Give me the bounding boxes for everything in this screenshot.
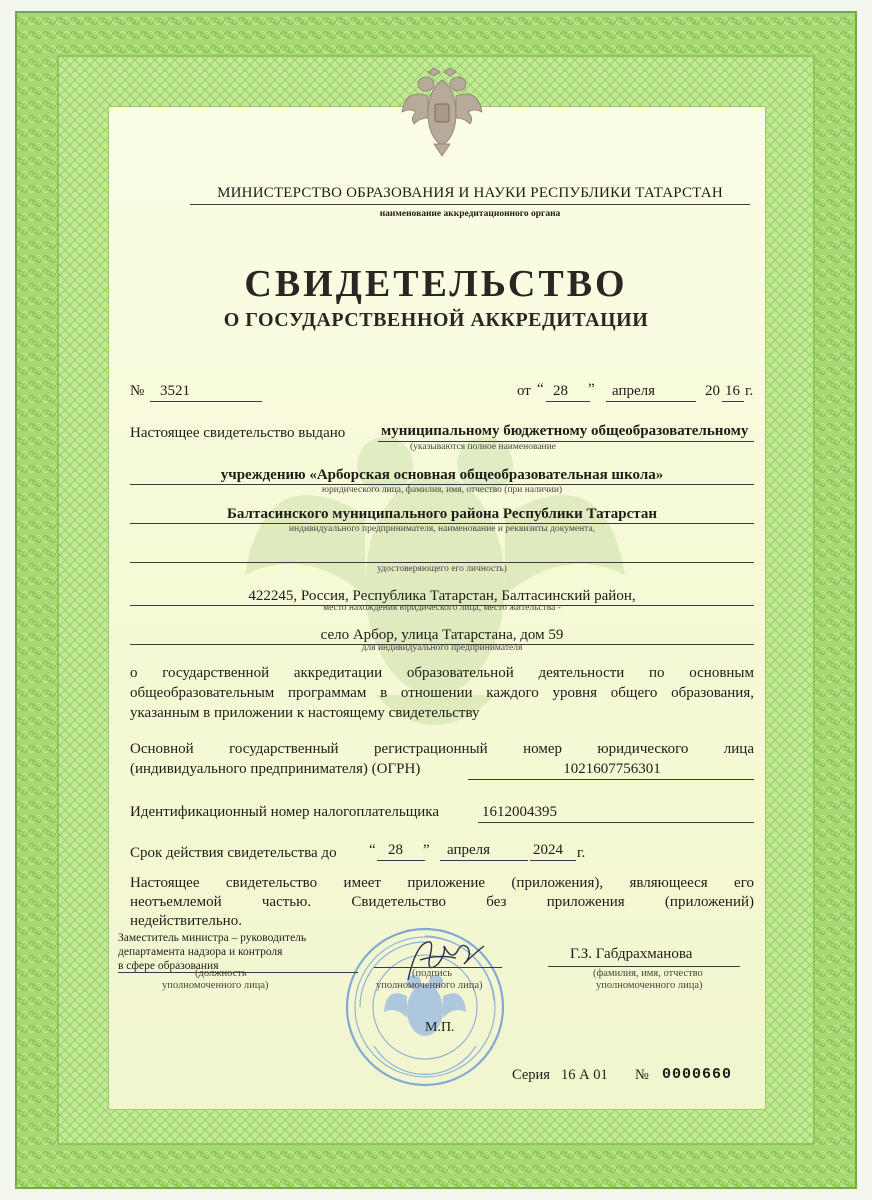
issue-month: апреля: [612, 383, 656, 399]
validity-day-underline: [377, 860, 425, 861]
address-line1: 422245, Россия, Республика Татарстан, Балтасинский район,: [248, 588, 636, 604]
position-hint-1: (должность: [195, 968, 247, 979]
holder-name-line1: муниципальному бюджетному общеобразовательному: [381, 423, 749, 439]
signer-position-line1: Заместитель министра – руководитель: [118, 932, 307, 944]
accreditation-line1: о государственной аккредитации образовательной деятельности по основным: [130, 665, 754, 681]
validity-day: 28: [388, 842, 403, 858]
year-underline: [722, 401, 744, 402]
validity-year: 2024: [533, 842, 563, 858]
issued-intro: Настоящее свидетельство выдано: [130, 425, 346, 441]
signer-name-underline: [548, 966, 740, 967]
number-underline: [150, 401, 262, 402]
accreditation-line3: указанным в приложении к настоящему свидетельству: [130, 705, 480, 721]
signer-name-hint-2: уполномоченного лица): [596, 980, 703, 991]
ogrn-label: (индивидуального предпринимателя) (ОГРН): [130, 761, 421, 777]
certificate-number: 3521: [160, 383, 190, 399]
accreditation-line2: общеобразовательным программам в отношении каждого уровня общего образования,: [130, 685, 754, 701]
holder-hint-4: удостоверяющего его личность): [377, 564, 507, 574]
validity-label: Срок действия свидетельства до: [130, 845, 337, 861]
authority-underline: [190, 204, 750, 205]
series-number-label: №: [635, 1067, 649, 1083]
signature-hint-1: (подпись: [412, 968, 453, 979]
address-line2: село Арбор, улица Татарстана, дом 59: [320, 627, 564, 643]
validity-year-unit: г.: [577, 845, 586, 861]
holder-line4-underline: [130, 562, 754, 563]
holder-name-line3: Балтасинского муниципального района Республики Татарстан: [227, 506, 657, 522]
signer-position-line3: в сфере образования: [118, 960, 219, 972]
holder-name-line2: учреждению «Арборская основная общеобразовательная школа»: [220, 467, 664, 483]
day-underline: [546, 401, 590, 402]
validity-year-underline: [530, 860, 576, 861]
inn-value: 1612004395: [482, 804, 557, 820]
appendix-line2: неотъемлемой частью. Свидетельство без приложения (приложений): [130, 894, 754, 910]
series-value: 16 А 01: [561, 1067, 608, 1083]
date-quote-close: ”: [588, 381, 595, 397]
issue-day: 28: [553, 383, 568, 399]
holder-hint-3: индивидуального предпринимателя, наименование и реквизиты документа,: [288, 524, 596, 534]
signer-name: Г.З. Габдрахманова: [570, 946, 693, 962]
issue-year-suffix: 16: [725, 383, 740, 399]
coat-of-arms-icon: [398, 66, 486, 158]
ogrn-value: 1021607756301: [563, 761, 661, 777]
issue-year-unit: г.: [745, 383, 754, 399]
authority-name: МИНИСТЕРСТВО ОБРАЗОВАНИЯ И НАУКИ РЕСПУБЛИКИ ТАТАРСТАН: [217, 185, 723, 201]
validity-quote-close: ”: [423, 842, 430, 858]
series-number: 0000660: [662, 1066, 733, 1083]
signer-name-hint-1: (фамилия, имя, отчество: [593, 968, 703, 979]
address-hint-1: место нахождения юридического лица, место жительства -: [323, 603, 561, 613]
number-label: №: [130, 383, 145, 399]
ogrn-underline: [468, 779, 754, 780]
appendix-line1: Настоящее свидетельство имеет приложение (приложения), являющееся его: [130, 875, 754, 891]
signer-position-line2: департамента надзора и контроля: [118, 946, 283, 958]
inn-underline: [478, 822, 754, 823]
date-from-label: от: [517, 383, 531, 399]
holder-hint-2: юридического лица, фамилия, имя, отчество (при наличии): [321, 485, 563, 495]
series-label: Серия: [512, 1067, 550, 1083]
validity-month-underline: [440, 860, 528, 861]
validity-quote-open: “: [369, 842, 376, 858]
seal-place-label: М.П.: [425, 1020, 455, 1035]
document-subtitle: О ГОСУДАРСТВЕННОЙ АККРЕДИТАЦИИ: [223, 309, 649, 331]
appendix-line3: недействительно.: [130, 913, 242, 929]
document-title: СВИДЕТЕЛЬСТВО: [244, 263, 628, 305]
validity-month: апреля: [447, 842, 491, 858]
ogrn-line1: Основной государственный регистрационный номер юридического лица: [130, 741, 754, 757]
signature-hint-2: уполномоченного лица): [376, 980, 483, 991]
authority-hint: наименование аккредитационного органа: [379, 209, 561, 219]
month-underline: [606, 401, 696, 402]
address-hint-2: для индивидуального предпринимателя: [361, 643, 523, 653]
position-hint-2: уполномоченного лица): [162, 980, 269, 991]
date-quote-open: “: [537, 381, 544, 397]
holder-hint-1: (указываются полное наименование: [410, 442, 556, 452]
inn-label: Идентификационный номер налогоплательщика: [130, 804, 440, 820]
issue-year-prefix: 20: [705, 383, 720, 399]
